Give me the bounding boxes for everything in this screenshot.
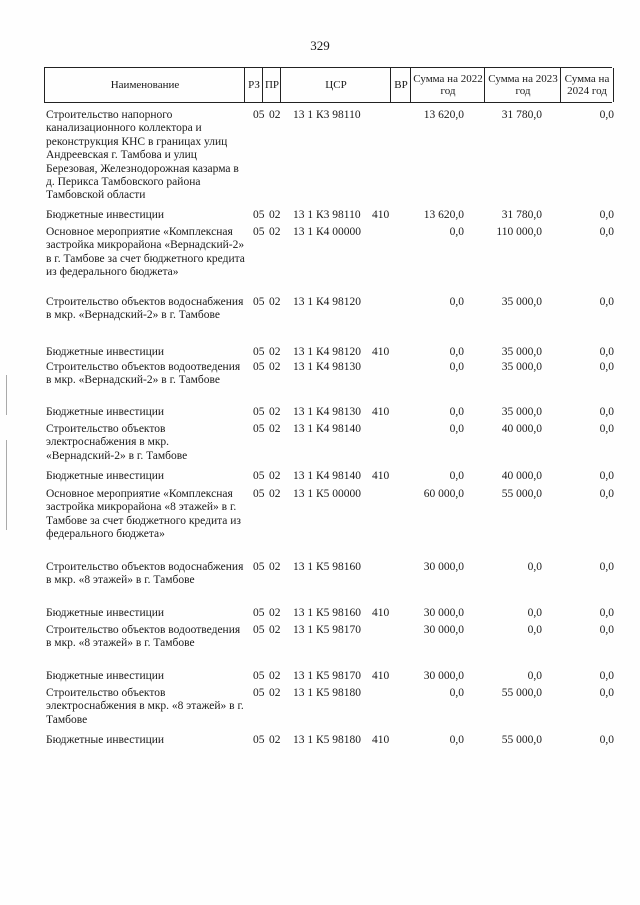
header-sum-2024: Сумма на 2024 год xyxy=(560,68,614,102)
row-rz: 05 xyxy=(253,624,265,636)
table-header xyxy=(44,67,612,103)
row-csr: 13 1 К4 98130 xyxy=(293,361,362,373)
row-name: Строительство объектов электроснабжения в мкр. «8 этажей» в г. Тамбове xyxy=(46,687,244,726)
row-sum-2024: 0,0 xyxy=(599,296,614,308)
row-sum-2023: 40 000,0 xyxy=(501,423,542,435)
row-pr: 02 xyxy=(269,734,281,746)
row-vr: 410 xyxy=(372,734,390,746)
row-sum-2024: 0,0 xyxy=(599,209,614,221)
row-rz: 05 xyxy=(253,346,265,358)
row-sum-2023: 55 000,0 xyxy=(501,687,542,699)
row-sum-2022: 0,0 xyxy=(449,406,464,418)
row-sum-2022: 0,0 xyxy=(449,470,464,482)
row-rz: 05 xyxy=(253,488,265,500)
row-rz: 05 xyxy=(253,734,265,746)
row-rz: 05 xyxy=(253,109,265,121)
row-sum-2022: 13 620,0 xyxy=(423,109,464,121)
row-csr: 13 1 К4 98130 xyxy=(293,406,362,418)
page-number: 329 xyxy=(310,38,330,53)
row-pr: 02 xyxy=(269,226,281,238)
row-csr: 13 1 К5 98180 xyxy=(293,687,362,699)
row-sum-2024: 0,0 xyxy=(599,670,614,682)
row-pr: 02 xyxy=(269,296,281,308)
row-sum-2023: 55 000,0 xyxy=(501,488,542,500)
row-vr: 410 xyxy=(372,670,390,682)
header-vr: ВР xyxy=(390,68,411,102)
row-rz: 05 xyxy=(253,296,265,308)
row-pr: 02 xyxy=(269,607,281,619)
row-sum-2023: 55 000,0 xyxy=(501,734,542,746)
row-name: Бюджетные инвестиции xyxy=(46,734,165,746)
row-sum-2022: 0,0 xyxy=(449,734,464,746)
row-rz: 05 xyxy=(253,406,265,418)
row-sum-2024: 0,0 xyxy=(599,488,614,500)
row-sum-2024: 0,0 xyxy=(599,361,614,373)
row-pr: 02 xyxy=(269,687,281,699)
row-sum-2024: 0,0 xyxy=(599,346,614,358)
row-pr: 02 xyxy=(269,670,281,682)
row-sum-2024: 0,0 xyxy=(599,406,614,418)
row-vr: 410 xyxy=(372,209,390,221)
header-rz: РЗ xyxy=(244,68,263,102)
row-pr: 02 xyxy=(269,361,281,373)
row-vr: 410 xyxy=(372,607,390,619)
row-sum-2024: 0,0 xyxy=(599,734,614,746)
row-sum-2024: 0,0 xyxy=(599,226,614,238)
row-name: Бюджетные инвестиции xyxy=(46,406,165,418)
row-sum-2022: 0,0 xyxy=(449,346,464,358)
row-sum-2022: 0,0 xyxy=(449,226,464,238)
row-pr: 02 xyxy=(269,624,281,636)
row-csr: 13 1 К4 00000 xyxy=(293,226,362,238)
row-name: Бюджетные инвестиции xyxy=(46,670,165,682)
row-sum-2023: 35 000,0 xyxy=(501,361,542,373)
row-name: Бюджетные инвестиции xyxy=(46,607,165,619)
row-sum-2023: 35 000,0 xyxy=(501,406,542,418)
row-csr: 13 1 К3 98110 xyxy=(293,209,361,221)
row-sum-2023: 0,0 xyxy=(527,561,542,573)
row-rz: 05 xyxy=(253,361,265,373)
row-sum-2023: 31 780,0 xyxy=(501,109,542,121)
row-name: Основное мероприятие «Комплексная застройка микрорайона «8 этажей» в г. Тамбове за счет бюджетного кредита из федерального бюджета» xyxy=(46,488,241,541)
row-sum-2024: 0,0 xyxy=(599,423,614,435)
row-sum-2024: 0,0 xyxy=(599,624,614,636)
row-name: Бюджетные инвестиции xyxy=(46,209,165,221)
row-sum-2022: 30 000,0 xyxy=(423,624,464,636)
row-csr: 13 1 К5 98170 xyxy=(293,624,362,636)
row-sum-2024: 0,0 xyxy=(599,607,614,619)
row-name: Строительство объектов водоснабжения в мкр. «8 этажей» в г. Тамбове xyxy=(46,561,244,587)
row-csr: 13 1 К5 98160 xyxy=(293,607,362,619)
row-name: Строительство объектов водоснабжения в мкр. «Вернадский-2» в г. Тамбове xyxy=(46,296,244,322)
row-sum-2022: 0,0 xyxy=(449,423,464,435)
row-sum-2023: 0,0 xyxy=(527,624,542,636)
row-name: Бюджетные инвестиции xyxy=(46,470,165,482)
row-csr: 13 1 К5 98180 xyxy=(293,734,362,746)
row-rz: 05 xyxy=(253,561,265,573)
row-vr: 410 xyxy=(372,470,390,482)
row-sum-2022: 30 000,0 xyxy=(423,670,464,682)
row-sum-2023: 40 000,0 xyxy=(501,470,542,482)
row-name: Строительство объектов водоотведения в мкр. «8 этажей» в г. Тамбове xyxy=(46,624,241,650)
row-sum-2022: 60 000,0 xyxy=(423,488,464,500)
row-pr: 02 xyxy=(269,470,281,482)
row-sum-2022: 30 000,0 xyxy=(423,561,464,573)
row-sum-2024: 0,0 xyxy=(599,687,614,699)
row-pr: 02 xyxy=(269,109,281,121)
row-sum-2023: 35 000,0 xyxy=(501,296,542,308)
row-pr: 02 xyxy=(269,488,281,500)
row-rz: 05 xyxy=(253,226,265,238)
row-csr: 13 1 К5 98170 xyxy=(293,670,362,682)
row-pr: 02 xyxy=(269,561,281,573)
header-sum-2022: Сумма на 2022 год xyxy=(410,68,485,102)
row-csr: 13 1 К5 00000 xyxy=(293,488,362,500)
row-csr: 13 1 К4 98120 xyxy=(293,296,362,308)
row-csr: 13 1 К4 98120 xyxy=(293,346,362,358)
row-name: Строительство напорного канализационного коллектора и реконструкция КНС в границах улиц Андреевская г. Тамбова и улиц Березовая, Железнодорожная казарма в д. Перикса Тамбовского района Тамбовской области xyxy=(46,109,239,202)
row-vr: 410 xyxy=(372,406,390,418)
row-name: Строительство объектов водоотведения в мкр. «Вернадский-2» в г. Тамбове xyxy=(46,361,241,387)
row-sum-2022: 13 620,0 xyxy=(423,209,464,221)
row-sum-2023: 0,0 xyxy=(527,607,542,619)
row-pr: 02 xyxy=(269,346,281,358)
row-rz: 05 xyxy=(253,209,265,221)
row-csr: 13 1 К5 98160 xyxy=(293,561,362,573)
header-pr: ПР xyxy=(262,68,281,102)
scan-margin-mark xyxy=(6,375,7,415)
row-csr: 13 1 К4 98140 xyxy=(293,470,362,482)
row-name: Основное мероприятие «Комплексная застройка микрорайона «Вернадский-2» в г. Тамбове за счет бюджетного кредита из федерального бюджета» xyxy=(46,226,245,279)
header-csr: ЦСР xyxy=(280,68,391,102)
row-sum-2022: 0,0 xyxy=(449,361,464,373)
row-pr: 02 xyxy=(269,406,281,418)
row-csr: 13 1 К3 98110 xyxy=(293,109,361,121)
row-rz: 05 xyxy=(253,470,265,482)
row-csr: 13 1 К4 98140 xyxy=(293,423,362,435)
row-sum-2023: 31 780,0 xyxy=(501,209,542,221)
header-name: Наименование xyxy=(44,68,245,102)
row-sum-2022: 0,0 xyxy=(449,296,464,308)
row-name: Бюджетные инвестиции xyxy=(46,346,165,358)
row-sum-2022: 0,0 xyxy=(449,687,464,699)
row-sum-2023: 35 000,0 xyxy=(501,346,542,358)
row-rz: 05 xyxy=(253,423,265,435)
row-rz: 05 xyxy=(253,607,265,619)
row-sum-2024: 0,0 xyxy=(599,470,614,482)
row-sum-2023: 0,0 xyxy=(527,670,542,682)
row-name: Строительство объектов электроснабжения в мкр. «Вернадский-2» в г. Тамбове xyxy=(46,423,188,462)
row-sum-2023: 110 000,0 xyxy=(496,226,542,238)
header-sum-2023: Сумма на 2023 год xyxy=(484,68,561,102)
row-sum-2024: 0,0 xyxy=(599,561,614,573)
row-rz: 05 xyxy=(253,687,265,699)
row-sum-2024: 0,0 xyxy=(599,109,614,121)
row-pr: 02 xyxy=(269,209,281,221)
row-pr: 02 xyxy=(269,423,281,435)
row-rz: 05 xyxy=(253,670,265,682)
scan-margin-mark xyxy=(6,440,7,530)
row-vr: 410 xyxy=(372,346,390,358)
row-sum-2022: 30 000,0 xyxy=(423,607,464,619)
